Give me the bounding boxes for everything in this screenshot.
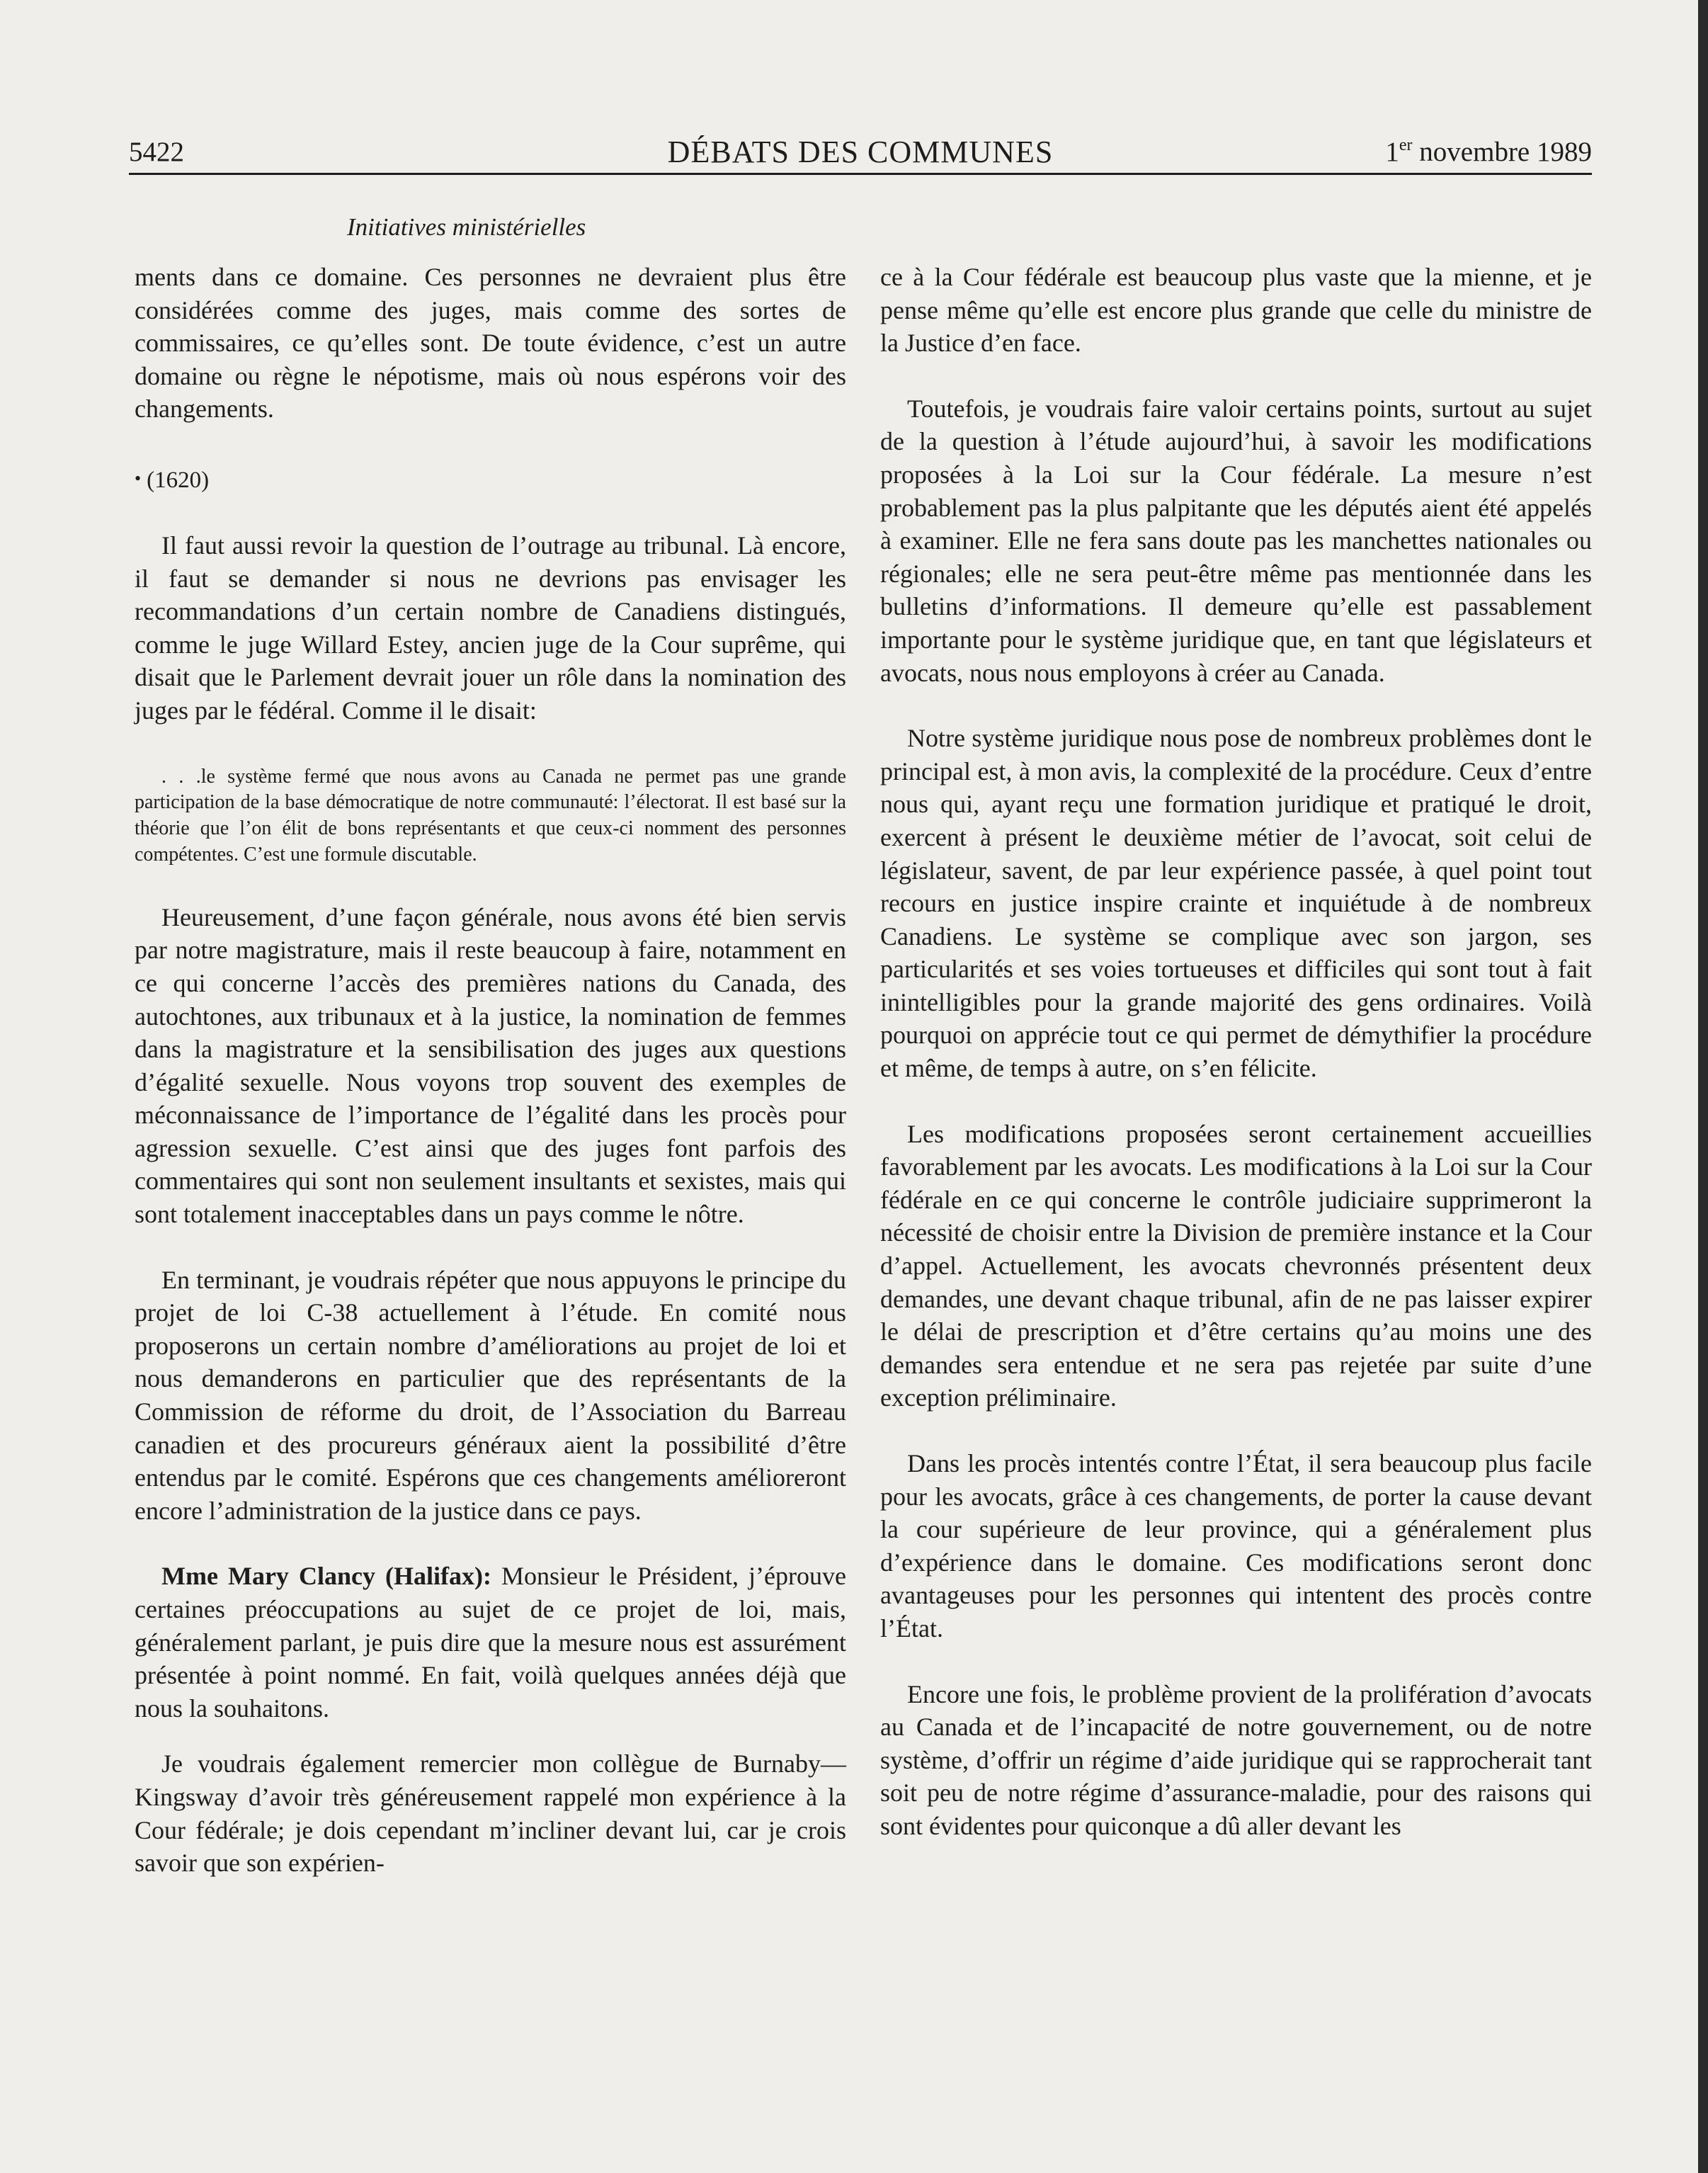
paragraph: ments dans ce domaine. Ces personnes ne devraient plus être considérées comme des juges, mais comme des sortes de commissaires, ce qu’elles sont. De toute évidence, c’est un autre domaine ou règne le népotisme, mais où nous espérons voir des changements. [135, 263, 846, 424]
scan-page-edge [1698, 0, 1708, 2173]
paragraph: Il faut aussi revoir la question de l’outrage au tribunal. Là encore, il faut se demander si nous ne devrions pas envisager les recommandations d’un certain nombre de Canadiens distingués, comme le juge Willard Estey, ancien juge de la Cour suprême, qui disait que le Parlement devrait jouer un rôle dans la nomination des juges par le fédéral. Comme il le disait: [135, 531, 846, 725]
paragraph: ce à la Cour fédérale est beaucoup plus vaste que la mienne, et je pense même qu’elle est encore plus grande que celle du ministre de la Justice d’en face. [880, 263, 1592, 358]
paragraph: Toutefois, je voudrais faire valoir certains points, surtout au sujet de la question à l’étude aujourd’hui, à savoir les modifications proposées à la Loi sur la Cour fédérale. La mesure n’est probablement pas la plus palpitante que les députés aient été appelés à examiner. Elle ne fera sans doute pas les manchettes nationales ou régionales; elle ne sera peut-être même pas mentionnée dans les bulletins d’informations. Il demeure qu’elle est passablement importante pour le système juridique que, en tant que législateurs et avocats, nous nous employons à créer au Canada. [880, 394, 1592, 687]
block-quote: . . .le système fermé que nous avons au Canada ne permet pas une grande participation de la base démocratique de notre communauté: l’électorat. Il est basé sur la théorie que l’on élit de bons représentants et que ceux-ci nomment des personnes compétentes. C’est une formule discutable. [135, 765, 846, 866]
paragraph: Les modifications proposées seront certainement accueillies favorablement par les avocats. Les modifications à la Loi sur la Cour fédérale en ce qui concerne le contrôle judiciaire supprimeront la nécessité de choisir entre la Division de première instance et la Cour d’appel. Actuellement, les avocats chevronnés présentent deux demandes, une devant chaque tribunal, afin de ne pas laisser expirer le délai de prescription et d’être certains qu’au moins une des demandes sera entendue et ne sera pas rejetée par suite d’une exception préliminaire. [880, 1119, 1592, 1412]
date-suffix: er [1399, 136, 1413, 154]
timestamp-text: (1620) [147, 467, 210, 493]
journal-title: DÉBATS DES COMMUNES [667, 135, 1054, 169]
paragraph: Dans les procès intentés contre l’État, il sera beaucoup plus facile pour les avocats, grâce à ces changements, de porter la cause devant la cour supérieure de leur province, qui a généralement plus d’expérience dans le domaine. Ces modifications seront donc avantageuses pour les personnes qui intentent des procès contre l’État. [880, 1449, 1592, 1642]
section-title: Initiatives ministérielles [347, 213, 586, 241]
paragraph: Je voudrais également remercier mon collègue de Burnaby—Kingsway d’avoir très généreusement rappelé mon expérience à la Cour fédérale; je dois cependant m’incliner devant lui, car je crois savoir que son expérien- [135, 1749, 846, 1878]
left-column [135, 261, 846, 1880]
paragraph: Notre système juridique nous pose de nombreux problèmes dont le principal est, à mon avis, la complexité de la procédure. Ceux d’entre nous qui, ayant reçu une formation juridique et pratiqué le droit, exercent à présent le deuxième métier de l’avocat, soit celui de législateur, savent, de par leur expérience passée, à quel point tout recours en justice inspire crainte et inquiétude à de nombreux Canadiens. Le système se complique avec son jargon, ses particularités et ses voies tortueuses et difficiles qui sont tout à fait inintelligibles pour la grande majorité des gens ordinaires. Voilà pourquoi on apprécie tout ce qui permet de démythifier la procédure et même, de temps à autre, on s’en félicite. [880, 724, 1592, 1083]
page-number: 5422 [129, 137, 184, 167]
date-day: 1 [1385, 137, 1399, 167]
paragraph: Encore une fois, le problème provient de la prolifération d’avocats au Canada et de l’incapacité de notre gouvernement, ou de notre système, d’offrir un régime d’aide juridique qui se rapprocherait tant soit peu de notre régime d’assurance-maladie, pour des raisons qui sont évidentes pour quiconque a dû aller devant les [880, 1679, 1592, 1840]
bullet-icon: • [135, 467, 142, 489]
speaker-name: Mme Mary Clancy (Halifax): [161, 1562, 491, 1591]
speech-text: Monsieur le Président, j’éprouve certaines préoccupations au sujet de ce projet de loi, mais, généralement parlant, je puis dire que la mesure nous est assurément présentée à point nommé. En fait, voilà quelques années déjà que nous la souhaitons. [135, 1562, 846, 1723]
speech-paragraph [135, 1560, 846, 1725]
paragraph: Heureusement, d’une façon générale, nous avons été bien servis par notre magistrature, mais il reste beaucoup à faire, notamment en ce qui concerne l’accès des premières nations du Canada, des autochtones, aux tribunaux et à la justice, la nomination de femmes dans la magistrature et la sensibilisation des juges aux questions d’égalité sexuelle. Nous voyons trop souvent des exemples de méconnaissance de l’importance de l’égalité dans les procès pour agression sexuelle. C’est ainsi que des juges font parfois des commentaires qui sont non seulement insultants et sexistes, mais qui sont totalement inacceptables dans un pays comme le nôtre. [135, 902, 846, 1229]
timestamp [135, 463, 846, 497]
paragraph: En terminant, je voudrais répéter que nous appuyons le principe du projet de loi C-38 actuellement à l’étude. En comité nous proposerons un certain nombre d’améliorations au projet de loi et nous demanderons en particulier que des représentants de la Commission de réforme du droit, de l’Association du Barreau canadien et des procureurs généraux aient la possibilité d’être entendus par le comité. Espérons que ces changements amélioreront encore l’administration de la justice dans ce pays. [135, 1265, 846, 1525]
date-month-year: novembre 1989 [1412, 137, 1592, 167]
right-column [880, 261, 1592, 1843]
publication-date [1385, 132, 1592, 173]
header-rule [129, 173, 1592, 175]
page-header [129, 132, 1592, 173]
